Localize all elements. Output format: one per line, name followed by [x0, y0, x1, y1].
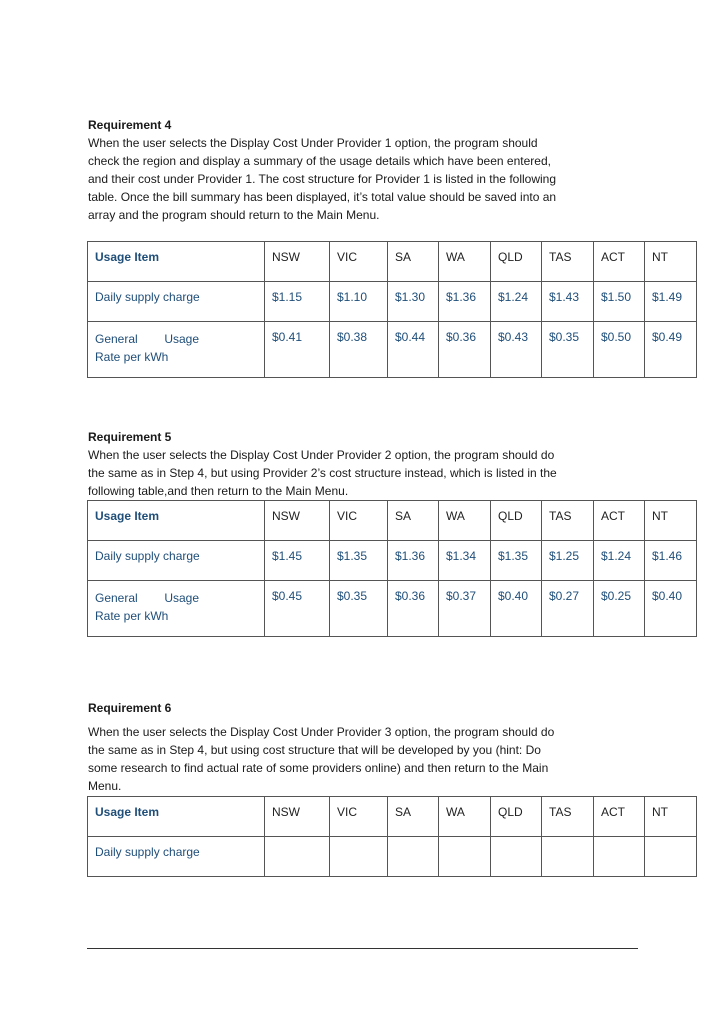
- table-row: [88, 581, 697, 637]
- table-cell: $0.38: [330, 322, 388, 378]
- table-cell: $0.27: [542, 581, 594, 637]
- body-line: When the user selects the Display Cost Under Provider 3 option, the program should do: [88, 725, 555, 739]
- header-cell: ACT: [594, 242, 645, 282]
- row-label-part: Usage: [164, 591, 199, 605]
- body-line: When the user selects the Display Cost Under Provider 2 option, the program should do: [88, 448, 555, 462]
- table-cell: [542, 837, 594, 877]
- row-label: [88, 581, 265, 637]
- table-cell: [388, 837, 439, 877]
- row-label-part: Rate per kWh: [95, 350, 169, 364]
- body-line: When the user selects the Display Cost Under Provider 1 option, the program should: [88, 136, 538, 150]
- body-line: table. Once the bill summary has been displayed, it’s total value should be saved into an: [88, 190, 557, 204]
- table-cell: $0.35: [330, 581, 388, 637]
- row-label-part: Rate per kWh: [95, 609, 169, 623]
- requirement-5: [88, 428, 588, 500]
- header-cell: NT: [645, 797, 697, 837]
- header-cell: VIC: [330, 501, 388, 541]
- row-label: Daily supply charge: [88, 282, 265, 322]
- requirement-title: Requirement 6: [88, 701, 172, 715]
- body-line: some research to find actual rate of some providers online) and then return to the Main: [88, 761, 549, 775]
- table-cell: $0.36: [388, 581, 439, 637]
- provider-1-rate-table: [87, 241, 697, 378]
- row-label: [88, 322, 265, 378]
- header-cell: WA: [439, 242, 491, 282]
- provider-2-rate-table: [87, 500, 697, 637]
- header-cell: NSW: [265, 242, 330, 282]
- requirement-title: Requirement 5: [88, 430, 172, 444]
- header-cell: TAS: [542, 501, 594, 541]
- header-cell: WA: [439, 501, 491, 541]
- table-row: [88, 541, 697, 581]
- header-cell: QLD: [491, 797, 542, 837]
- header-cell: QLD: [491, 242, 542, 282]
- table-cell: $0.50: [594, 322, 645, 378]
- header-cell: NSW: [265, 501, 330, 541]
- table-cell: $0.37: [439, 581, 491, 637]
- header-cell: WA: [439, 797, 491, 837]
- table-header-row: [88, 501, 697, 541]
- body-line: and their cost under Provider 1. The cost structure for Provider 1 is listed in the following: [88, 172, 557, 186]
- row-label: Daily supply charge: [88, 541, 265, 581]
- requirement-title: Requirement 4: [88, 118, 172, 132]
- table-cell: $1.50: [594, 282, 645, 322]
- table-cell: $1.30: [388, 282, 439, 322]
- header-cell: Usage Item: [88, 242, 265, 282]
- requirement-body: [88, 446, 588, 500]
- header-cell: QLD: [491, 501, 542, 541]
- body-line: array and the program should return to the Main Menu.: [88, 208, 380, 222]
- table-cell: $0.40: [645, 581, 697, 637]
- table-cell: $0.43: [491, 322, 542, 378]
- row-label-part: General: [95, 332, 138, 346]
- table-cell: $0.40: [491, 581, 542, 637]
- table-row: [88, 837, 697, 877]
- body-line: the same as in Step 4, but using cost structure that will be developed by you (hint: Do: [88, 743, 541, 757]
- header-cell: NT: [645, 242, 697, 282]
- table-cell: $0.45: [265, 581, 330, 637]
- header-cell: ACT: [594, 797, 645, 837]
- header-cell: TAS: [542, 797, 594, 837]
- header-cell: VIC: [330, 242, 388, 282]
- table-cell: [330, 837, 388, 877]
- table-cell: $1.24: [491, 282, 542, 322]
- header-cell: NT: [645, 501, 697, 541]
- table-cell: $1.45: [265, 541, 330, 581]
- table-cell: $0.36: [439, 322, 491, 378]
- requirement-body: [88, 134, 588, 224]
- provider-3-rate-table: [87, 796, 697, 877]
- requirement-4: [88, 116, 588, 224]
- header-cell: Usage Item: [88, 501, 265, 541]
- footer-divider: [87, 948, 638, 949]
- table-cell: $1.35: [330, 541, 388, 581]
- table-cell: $1.10: [330, 282, 388, 322]
- table-cell: $1.49: [645, 282, 697, 322]
- body-line: Menu.: [88, 779, 122, 793]
- table-cell: $0.35: [542, 322, 594, 378]
- table-cell: $0.49: [645, 322, 697, 378]
- table-cell: $1.35: [491, 541, 542, 581]
- body-line: check the region and display a summary of the usage details which have been entered,: [88, 154, 551, 168]
- table-cell: $1.25: [542, 541, 594, 581]
- table-cell: $1.46: [645, 541, 697, 581]
- table-row: [88, 282, 697, 322]
- row-label: Daily supply charge: [88, 837, 265, 877]
- table-cell: $0.25: [594, 581, 645, 637]
- table-row: [88, 322, 697, 378]
- table-cell: $1.24: [594, 541, 645, 581]
- table-header-row: [88, 797, 697, 837]
- table-cell: $1.15: [265, 282, 330, 322]
- table-cell: $1.43: [542, 282, 594, 322]
- table-cell: $0.41: [265, 322, 330, 378]
- table-cell: [645, 837, 697, 877]
- header-cell: VIC: [330, 797, 388, 837]
- header-cell: SA: [388, 242, 439, 282]
- table-cell: [265, 837, 330, 877]
- header-cell: SA: [388, 797, 439, 837]
- row-label-part: Usage: [164, 332, 199, 346]
- table-cell: $1.34: [439, 541, 491, 581]
- table-cell: [439, 837, 491, 877]
- header-cell: ACT: [594, 501, 645, 541]
- row-label-part: General: [95, 591, 138, 605]
- table-cell: $1.36: [388, 541, 439, 581]
- table-cell: [491, 837, 542, 877]
- table-header-row: [88, 242, 697, 282]
- table-cell: [594, 837, 645, 877]
- body-line: the same as in Step 4, but using Provider 2’s cost structure instead, which is listed in the: [88, 466, 557, 480]
- requirement-body: [88, 723, 588, 795]
- table-cell: $1.36: [439, 282, 491, 322]
- requirement-6: [88, 699, 588, 795]
- header-cell: NSW: [265, 797, 330, 837]
- header-cell: TAS: [542, 242, 594, 282]
- body-line: following table,and then return to the Main Menu.: [88, 484, 349, 498]
- header-cell: SA: [388, 501, 439, 541]
- header-cell: Usage Item: [88, 797, 265, 837]
- table-cell: $0.44: [388, 322, 439, 378]
